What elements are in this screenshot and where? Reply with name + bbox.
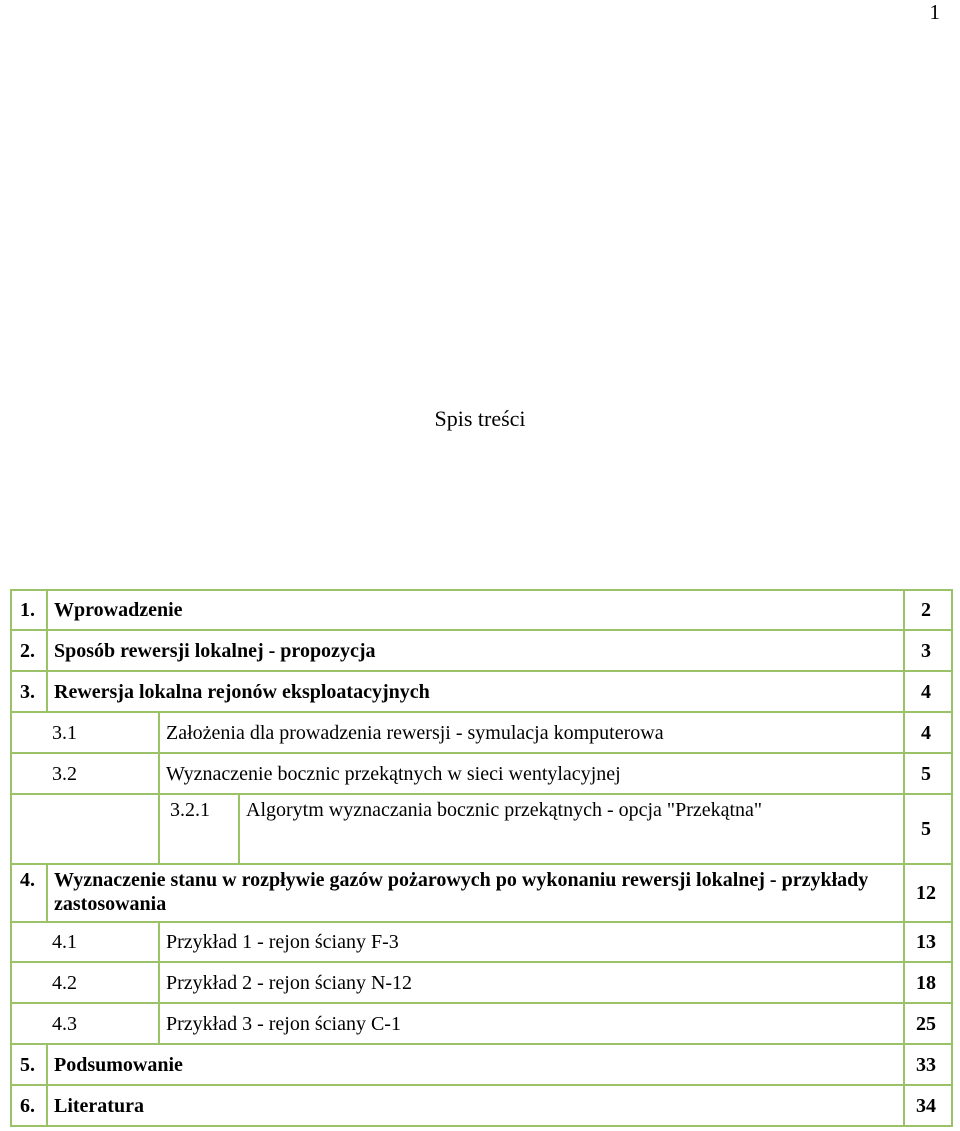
toc-entry-title[interactable]: Przykład 2 - rejon ściany N-12 xyxy=(159,962,904,1003)
toc-entry-page: 2 xyxy=(904,590,952,630)
toc-entry-title[interactable]: Przykład 3 - rejon ściany C-1 xyxy=(159,1003,904,1044)
toc-row xyxy=(11,1003,952,1044)
toc-entry-number: 3.2.1 xyxy=(159,794,239,864)
toc-row xyxy=(11,1044,952,1085)
toc-entry-page: 5 xyxy=(904,794,952,864)
toc-entry-title[interactable]: Wyznaczenie stanu w rozpływie gazów pożarowych po wykonaniu rewersji lokalnej - przykłady zastosowania xyxy=(47,864,904,922)
toc-entry-title[interactable]: Przykład 1 - rejon ściany F-3 xyxy=(159,922,904,962)
toc-entry-page: 3 xyxy=(904,630,952,671)
toc-entry-title[interactable]: Wprowadzenie xyxy=(47,590,904,630)
toc-entry-page: 12 xyxy=(904,864,952,922)
toc-row xyxy=(11,630,952,671)
toc-entry-title[interactable]: Sposób rewersji lokalnej - propozycja xyxy=(47,630,904,671)
toc-entry-number: 1. xyxy=(11,590,47,630)
toc-indent-cell xyxy=(11,794,159,864)
toc-entry-title[interactable]: Rewersja lokalna rejonów eksploatacyjnych xyxy=(47,671,904,712)
toc-entry-number: 5. xyxy=(11,1044,47,1085)
toc-entry-title[interactable]: Literatura xyxy=(47,1085,904,1126)
toc-entry-page: 13 xyxy=(904,922,952,962)
page-title: Spis treści xyxy=(434,406,526,431)
toc-entry-title[interactable]: Założenia dla prowadzenia rewersji - symulacja komputerowa xyxy=(159,712,904,753)
toc-entry-title[interactable]: Wyznaczenie bocznic przekątnych w sieci wentylacyjnej xyxy=(159,753,904,794)
toc-row xyxy=(11,794,952,864)
toc-entry-page: 25 xyxy=(904,1003,952,1044)
toc-entry-number: 4.1 xyxy=(11,922,159,962)
toc-entry-number: 3. xyxy=(11,671,47,712)
toc-row xyxy=(11,753,952,794)
toc-row xyxy=(11,962,952,1003)
table-of-contents xyxy=(10,589,953,1127)
toc-row xyxy=(11,671,952,712)
page-number: 1 xyxy=(929,0,940,24)
toc-entry-page: 4 xyxy=(904,671,952,712)
toc-entry-number: 4.2 xyxy=(11,962,159,1003)
toc-entry-page: 18 xyxy=(904,962,952,1003)
toc-row xyxy=(11,864,952,922)
toc-row xyxy=(11,1085,952,1126)
toc-row xyxy=(11,922,952,962)
toc-entry-number: 6. xyxy=(11,1085,47,1126)
toc-row xyxy=(11,590,952,630)
toc-entry-number: 4.3 xyxy=(11,1003,159,1044)
toc-entry-number: 4. xyxy=(11,864,47,922)
toc-entry-title[interactable]: Algorytm wyznaczania bocznic przekątnych - opcja "Przekątna" xyxy=(239,794,904,864)
toc-entry-page: 4 xyxy=(904,712,952,753)
toc-entry-number: 3.1 xyxy=(11,712,159,753)
toc-entry-title[interactable]: Podsumowanie xyxy=(47,1044,904,1085)
toc-entry-page: 34 xyxy=(904,1085,952,1126)
toc-entry-number: 2. xyxy=(11,630,47,671)
toc-entry-page: 33 xyxy=(904,1044,952,1085)
toc-row xyxy=(11,712,952,753)
toc-entry-page: 5 xyxy=(904,753,952,794)
toc-entry-number: 3.2 xyxy=(11,753,159,794)
